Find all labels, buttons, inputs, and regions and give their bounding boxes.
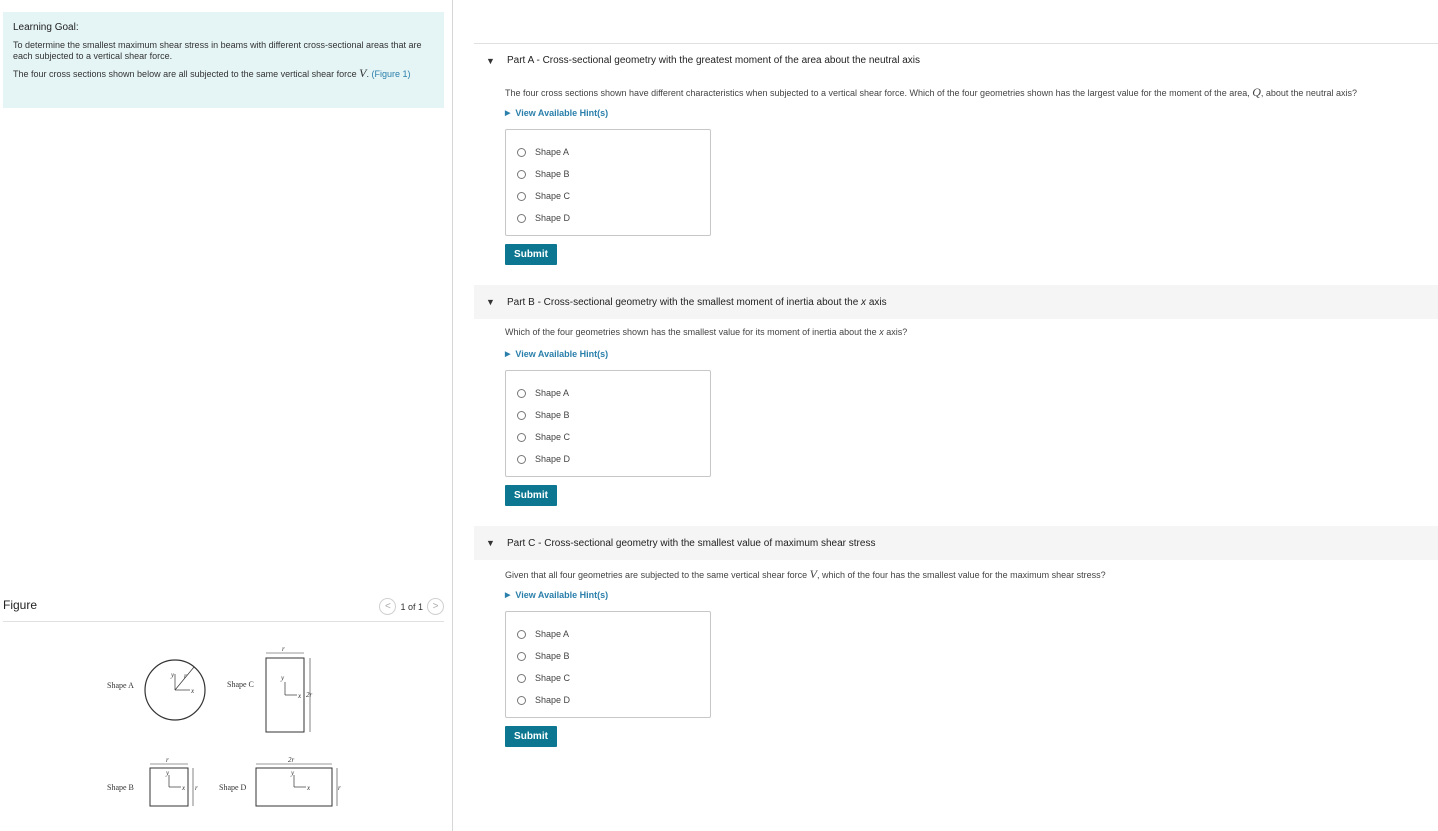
part-a-question-pre: The four cross sections shown have different characteristics when subjected to a vertical shear force. Which of the four geometries shown has the largest value for the moment of the area,: [505, 88, 1253, 98]
option-label: Shape D: [535, 454, 571, 464]
part-b-title-post: axis: [866, 296, 887, 308]
shape-d-r-label: r: [338, 784, 341, 792]
shape-d-y-label: y: [291, 769, 295, 777]
part-a-hint-label: View Available Hint(s): [515, 108, 609, 118]
right-pane: [454, 0, 1438, 831]
learning-goal-box: [3, 12, 444, 108]
part-b-title: [507, 297, 887, 308]
caret-down-icon: ▼: [486, 55, 495, 66]
var-v: V: [809, 567, 817, 581]
option-label: Shape B: [535, 169, 570, 179]
caret-right-icon: ▶: [505, 110, 511, 117]
var-q: Q: [1252, 85, 1261, 99]
part-a-option-b[interactable]: [506, 163, 710, 185]
part-a-options: [505, 129, 711, 236]
part-b-option-a[interactable]: [506, 382, 710, 404]
shape-c-y-label: y: [281, 674, 285, 682]
label-shape-c: Shape C: [227, 680, 254, 689]
part-c-question: [505, 567, 1106, 582]
figure-pager: [379, 598, 444, 615]
part-a-title: Part A - Cross-sectional geometry with the greatest moment of the area about the neutral axis: [507, 55, 920, 66]
radio-icon[interactable]: [517, 696, 526, 705]
part-c-submit-button[interactable]: Submit: [505, 726, 557, 747]
part-b-header[interactable]: [474, 285, 1438, 319]
goal-text-pre: The four cross sections shown below are all subjected to the same vertical shear force: [13, 69, 360, 79]
radio-icon[interactable]: [517, 192, 526, 201]
option-label: Shape A: [535, 388, 570, 398]
shape-b-r-label: r: [166, 756, 169, 764]
part-b-hint-label: View Available Hint(s): [515, 349, 609, 359]
learning-goal-title: Learning Goal:: [13, 22, 79, 33]
part-a-submit-button[interactable]: Submit: [505, 244, 557, 265]
next-figure-button[interactable]: [427, 598, 444, 615]
label-shape-b: Shape B: [107, 783, 134, 792]
label-shape-a: Shape A: [107, 681, 134, 690]
option-label: Shape B: [535, 410, 570, 420]
var-v: V: [359, 66, 367, 80]
learning-goal-figure-text: [13, 68, 434, 80]
shape-c-x-label: x: [298, 692, 302, 700]
learning-goal-text: To determine the smallest maximum shear stress in beams with different cross-sectional areas that are each subjected to a vertical shear force.: [13, 40, 422, 61]
chevron-left-icon: <: [385, 601, 391, 612]
option-label: Shape B: [535, 651, 570, 661]
part-b-title-pre: Part B - Cross-sectional geometry with the smallest moment of inertia about the: [507, 296, 862, 308]
shape-b-x-label: x: [182, 784, 186, 792]
figure-link[interactable]: (Figure 1): [371, 69, 411, 79]
shape-a-x-label: x: [191, 687, 195, 695]
cross-sections-figure: [100, 640, 350, 815]
radio-icon[interactable]: [517, 674, 526, 683]
part-a-question-post: , about the neutral axis?: [1260, 88, 1357, 98]
radio-icon[interactable]: [517, 411, 526, 420]
option-label: Shape A: [535, 147, 570, 157]
option-label: Shape C: [535, 673, 571, 683]
part-a-question: [505, 85, 1357, 100]
radio-icon[interactable]: [517, 455, 526, 464]
option-label: Shape D: [535, 695, 571, 705]
part-c-question-pre: Given that all four geometries are subjected to the same vertical shear force: [505, 570, 810, 580]
option-label: Shape A: [535, 629, 570, 639]
var-x: x: [861, 296, 867, 308]
radio-icon[interactable]: [517, 170, 526, 179]
prev-figure-button[interactable]: [379, 598, 396, 615]
part-c-option-d[interactable]: [506, 689, 710, 711]
part-b-option-c[interactable]: [506, 426, 710, 448]
goal-text-post: .: [366, 69, 372, 79]
part-b-option-d[interactable]: [506, 448, 710, 470]
radio-icon[interactable]: [517, 652, 526, 661]
left-pane: [0, 0, 453, 831]
part-a-option-c[interactable]: [506, 185, 710, 207]
part-a-option-a[interactable]: [506, 141, 710, 163]
part-a-header[interactable]: [474, 43, 1438, 77]
part-b-question-post: axis?: [883, 327, 908, 337]
radio-icon[interactable]: [517, 214, 526, 223]
part-c-options: [505, 611, 711, 718]
shape-b-r2-label: r: [195, 784, 198, 792]
shape-a-r-label: r: [184, 672, 187, 680]
option-label: Shape C: [535, 432, 571, 442]
part-c-option-a[interactable]: [506, 623, 710, 645]
part-c-option-b[interactable]: [506, 645, 710, 667]
caret-right-icon: ▶: [505, 351, 511, 358]
part-b-submit-button[interactable]: Submit: [505, 485, 557, 506]
chevron-right-icon: >: [432, 601, 439, 612]
pager-text: 1 of 1: [400, 601, 423, 612]
shape-d-2r-label: 2r: [288, 756, 295, 764]
part-c-header[interactable]: [474, 526, 1438, 560]
shape-c-r-label: r: [282, 645, 285, 653]
option-label: Shape D: [535, 213, 571, 223]
shape-a-y-label: y: [171, 671, 175, 679]
shape-d-x-label: x: [307, 784, 311, 792]
part-c-question-post: , which of the four has the smallest value for the maximum shear stress?: [817, 570, 1106, 580]
var-x: x: [879, 327, 884, 337]
radio-icon[interactable]: [517, 148, 526, 157]
label-shape-d: Shape D: [219, 783, 247, 792]
part-a-option-d[interactable]: [506, 207, 710, 229]
part-c-option-c[interactable]: [506, 667, 710, 689]
figure-header: [3, 596, 444, 622]
caret-down-icon: ▼: [486, 297, 495, 307]
option-label: Shape C: [535, 191, 571, 201]
part-b-options: [505, 370, 711, 477]
radio-icon[interactable]: [517, 630, 526, 639]
radio-icon[interactable]: [517, 389, 526, 398]
caret-right-icon: ▶: [505, 592, 511, 599]
figure-title: Figure: [3, 598, 38, 612]
part-b-option-b[interactable]: [506, 404, 710, 426]
part-c-hint-link[interactable]: [505, 590, 608, 600]
part-a-hint-link[interactable]: [505, 108, 608, 118]
part-b-hint-link[interactable]: [505, 349, 608, 359]
shape-b-y-label: y: [166, 769, 170, 777]
caret-down-icon: ▼: [486, 538, 495, 548]
part-c-hint-label: View Available Hint(s): [515, 590, 609, 600]
part-c-title: Part C - Cross-sectional geometry with the smallest value of maximum shear stress: [507, 537, 876, 549]
part-b-question-pre: Which of the four geometries shown has the smallest value for its moment of inertia about the: [505, 327, 880, 337]
part-b-question: [505, 327, 907, 337]
radio-icon[interactable]: [517, 433, 526, 442]
shape-c-2r-label: 2r: [306, 691, 313, 699]
